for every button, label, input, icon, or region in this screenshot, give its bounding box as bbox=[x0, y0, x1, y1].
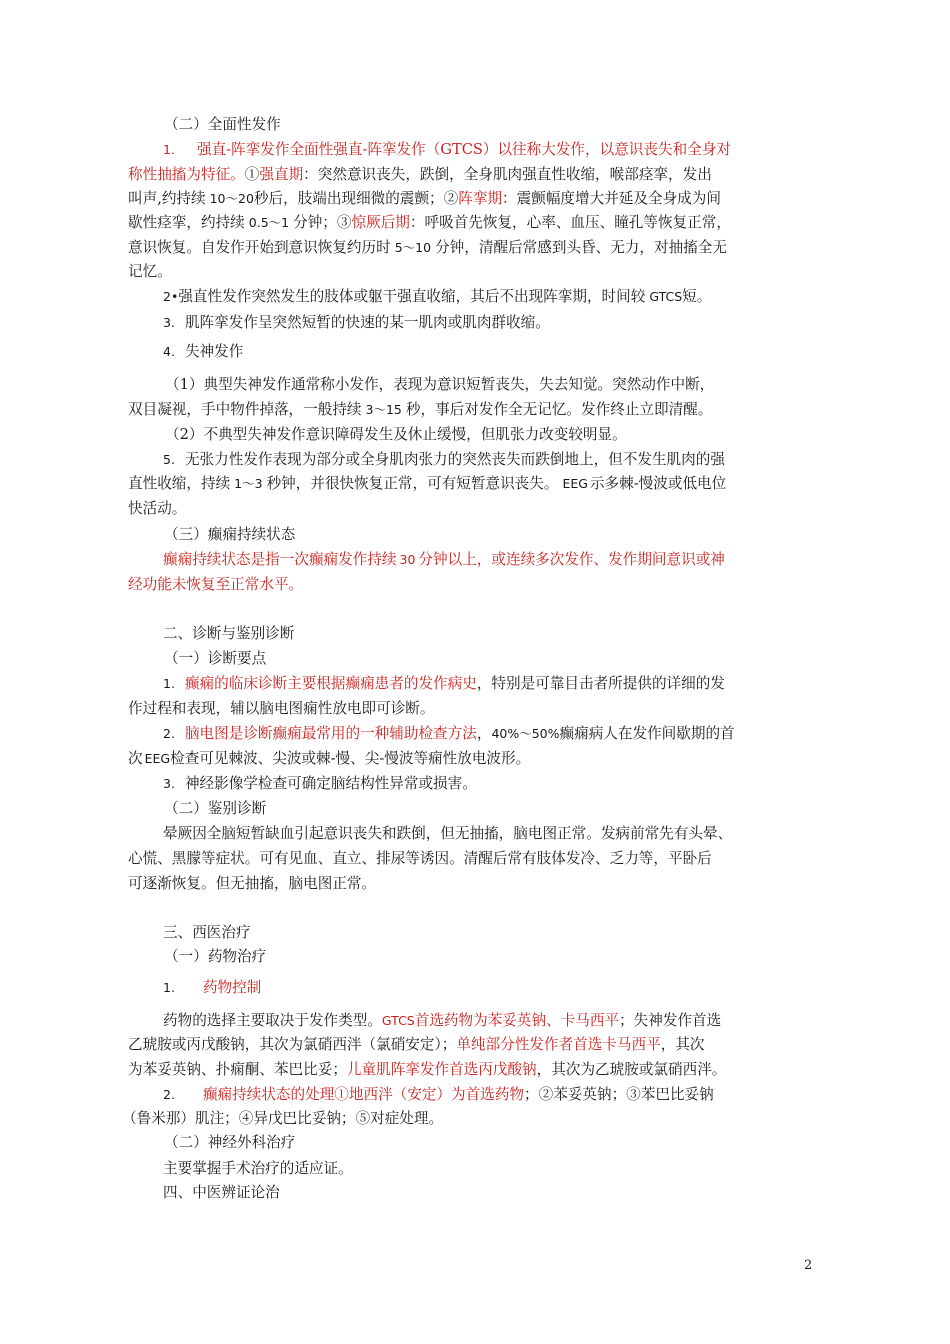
paragraph-line: 意识恢复。自发作开始到意识恢复约历时 5〜10 分钟，清醒后常感到头昏、无力，对抽搐全无 bbox=[128, 239, 727, 256]
paragraph-line: 称性抽搐为特征。①强直期：突然意识丧失，跌倒，全身肌肉强直性收缩，喉部痉挛，发出 bbox=[128, 166, 712, 183]
paragraph-line: 1. 药物控制 bbox=[163, 979, 262, 996]
paragraph-line: 3. 肌阵挛发作呈突然短暂的快速的某一肌肉或肌肉群收缩。 bbox=[163, 314, 550, 331]
subheading-neurosurgery: （二）神经外科治疗 bbox=[164, 1134, 296, 1151]
heading-western-treatment: 三、西医治疗 bbox=[163, 924, 251, 941]
paragraph-line: 主要掌握手术治疗的适应证。 bbox=[163, 1160, 353, 1177]
paragraph-line: （2）不典型失神发作意识障碍发生及休止缓慢，但肌张力改变较明显。 bbox=[165, 426, 627, 443]
paragraph-line: 晕厥因全脑短暂缺血引起意识丧失和跌倒，但无抽搐，脑电图正常。发病前常先有头晕、 bbox=[163, 825, 733, 842]
paragraph-line: 2•强直性发作突然发生的肢体或躯干强直收缩，其后不出现阵挛期，时间较 GTCS短。 bbox=[163, 288, 712, 305]
paragraph-line: 快活动。 bbox=[128, 500, 187, 517]
paragraph-line: 双目凝视，手中物件掉落，一般持续 3〜15 秒，事后对发作全无记忆。发作终止立即清醒。 bbox=[128, 401, 713, 418]
paragraph-line: 记忆。 bbox=[128, 263, 172, 280]
paragraph-line: 2. 脑电图是诊断癫痫最常用的一种辅助检查方法，40%〜50%癫痫病人在发作间歇期的首 bbox=[163, 725, 735, 742]
paragraph-line: 癫痫持续状态是指一次癫痫发作持续 30 分钟以上，或连续多次发作、发作期间意识或神 bbox=[163, 551, 725, 568]
paragraph-line: 次 EEG检查可见棘波、尖波或棘-慢、尖-慢波等痫性放电波形。 bbox=[128, 750, 531, 767]
paragraph-line: 经功能未恢复至正常水平。 bbox=[128, 576, 304, 593]
subheading-diagnostic-points: （一）诊断要点 bbox=[164, 650, 267, 667]
subheading-generalized-seizure: （二）全面性发作 bbox=[164, 116, 281, 133]
paragraph-line: 作过程和表现，辅以脑电图痫性放电即可诊断。 bbox=[128, 700, 435, 717]
paragraph-line: 叫声,约持续 10〜20秒后，肢端出现细微的震颤；②阵挛期：震颤幅度增大并延及全身成为间 bbox=[128, 190, 721, 207]
heading-tcm-treatment: 四、中医辨证论治 bbox=[163, 1184, 280, 1201]
page-number: 2 bbox=[804, 1258, 813, 1273]
paragraph-line: （鲁米那）肌注；④异戊巴比妥钠；⑤对症处理。 bbox=[122, 1110, 444, 1127]
subheading-status-epilepticus: （三）癫痫持续状态 bbox=[164, 526, 296, 543]
paragraph-line: 4. 失神发作 bbox=[163, 343, 244, 360]
paragraph-line: 5. 无张力性发作表现为部分或全身肌肉张力的突然丧失而跌倒地上，但不发生肌肉的强 bbox=[163, 451, 725, 468]
subheading-differential-diagnosis: （二）鉴别诊断 bbox=[164, 800, 267, 817]
paragraph-line: 直性收缩，持续 1〜3 秒钟，并很快恢复正常，可有短暂意识丧失。 EEG 示多棘-慢波或低电位 bbox=[128, 475, 727, 492]
subheading-drug-treatment: （一）药物治疗 bbox=[164, 948, 267, 965]
paragraph-line: 药物的选择主要取决于发作类型。GTCS首选药物为苯妥英钠、卡马西平；失神发作首选 bbox=[163, 1012, 722, 1029]
paragraph-line: 2. 癫痫持续状态的处理①地西泮（安定）为首选药物；②苯妥英钠；③苯巴比妥钠 bbox=[163, 1086, 714, 1103]
paragraph-line: 心慌、黑朦等症状。可有见血、直立、排尿等诱因。清醒后常有肢体发冷、乏力等，平卧后 bbox=[128, 850, 712, 867]
paragraph-line: 歇性痉挛，约持续 0.5〜1 分钟；③惊厥后期：呼吸首先恢复，心率、血压、瞳孔等恢复正常， bbox=[128, 214, 731, 231]
paragraph-line: 1. 强直-阵挛发作全面性强直-阵挛发作（GTCS）以往称大发作，以意识丧失和全身对 bbox=[163, 141, 731, 158]
heading-diagnosis: 二、诊断与鉴别诊断 bbox=[163, 625, 295, 642]
paragraph-line: 为苯妥英钠、扑痫酮、苯巴比妥；儿童肌阵挛发作首选丙戊酸钠，其次为乙琥胺或氯硝西泮。 bbox=[128, 1061, 727, 1078]
paragraph-line: 3. 神经影像学检查可确定脑结构性异常或损害。 bbox=[163, 775, 477, 792]
paragraph-line: 1. 癫痫的临床诊断主要根据癫痫患者的发作病史，特别是可靠目击者所提供的详细的发 bbox=[163, 675, 725, 692]
paragraph-line: 可逐渐恢复。但无抽搐，脑电图正常。 bbox=[128, 875, 377, 892]
paragraph-line: （1）典型失神发作通常称小发作，表现为意识短暂丧失，失去知觉。突然动作中断， bbox=[165, 376, 715, 393]
paragraph-line: 乙琥胺或丙戊酸钠，其次为氯硝西泮（氯硝安定）；单纯部分性发作者首选卡马西平，其次 bbox=[128, 1036, 705, 1053]
